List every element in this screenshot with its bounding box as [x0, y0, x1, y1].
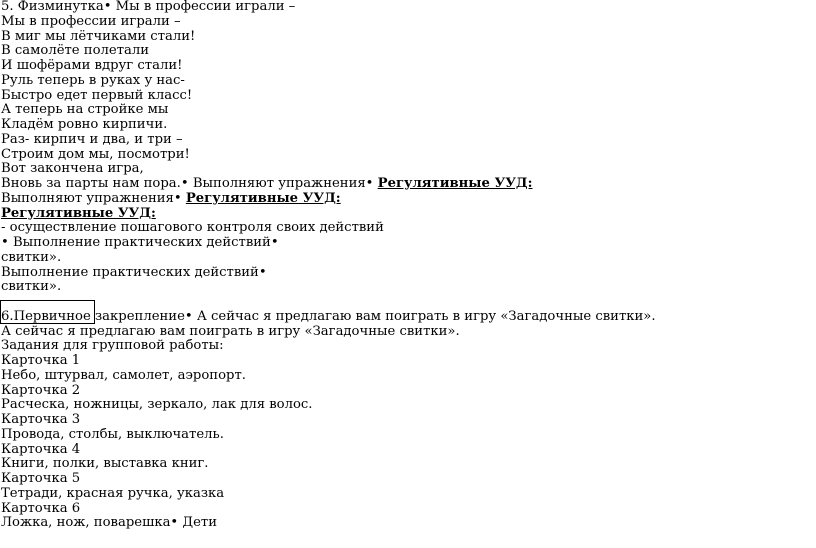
text-segment: 5. Физминутка• Мы в профессии играли – — [1, 0, 296, 14]
text-line — [1, 280, 813, 295]
text-segment: Провода, столбы, выключатель. — [1, 427, 224, 442]
empty-box — [0, 300, 95, 324]
text-line — [1, 398, 813, 413]
text-segment: Выполняют упражнения• — [1, 191, 186, 206]
text-line — [1, 310, 813, 325]
text-segment: свитки». — [1, 250, 62, 265]
text-segment: • Выполнение практических действий• — [1, 236, 279, 250]
text-line — [1, 162, 813, 177]
text-line — [1, 251, 813, 266]
text-line — [1, 0, 813, 15]
heading-text: Регулятивные УУД: — [377, 177, 533, 191]
text-segment: Карточка 3 — [1, 413, 81, 427]
text-line — [1, 472, 813, 487]
text-segment: Карточка 5 — [1, 472, 81, 486]
text-line — [1, 428, 813, 443]
text-line — [1, 103, 813, 118]
text-segment: Задания для групповой работы: — [1, 339, 224, 354]
text-line — [1, 443, 813, 458]
text-segment: свитки». — [1, 280, 62, 295]
text-line — [1, 295, 813, 310]
text-line — [1, 266, 813, 281]
text-segment: 6.Первичное закрепление• А сейчас я предлагаю вам поиграть в игру «Загадочные свитки». — [1, 309, 656, 324]
text-segment: Тетради, красная ручка, указка — [1, 486, 225, 501]
text-segment: Выполнение практических действий• — [1, 265, 267, 280]
text-segment: Карточка 6 — [1, 501, 81, 516]
text-segment: Строим дом мы, посмотри! — [1, 147, 190, 162]
text-segment: Расческа, ножницы, зеркало, лак для волос. — [1, 398, 313, 413]
text-line — [1, 148, 813, 163]
text-segment: И шофёрами вдруг стали! — [1, 59, 183, 73]
text-segment: Быстро едет первый класс! — [1, 88, 193, 103]
text-segment: Карточка 4 — [1, 442, 81, 457]
text-line — [1, 339, 813, 354]
text-segment: Небо, штурвал, самолет, аэропорт. — [1, 368, 246, 383]
text-line — [1, 59, 813, 74]
text-line — [1, 325, 813, 340]
text-line — [1, 30, 813, 45]
text-line — [1, 369, 813, 384]
text-line — [1, 502, 813, 517]
text-line — [1, 192, 813, 207]
text-line — [1, 15, 813, 30]
text-segment: Руль теперь в руках у нас- — [1, 73, 185, 88]
text-segment: Кладём ровно кирпичи. — [1, 118, 168, 132]
text-line — [1, 457, 813, 472]
text-segment: Ложка, нож, поварешка• Дети — [1, 516, 218, 531]
text-segment: В самолёте полетали — [1, 44, 150, 59]
text-line — [1, 487, 813, 502]
text-line — [1, 74, 813, 89]
text-segment: Вновь за парты нам пора.• Выполняют упражнения• — [1, 177, 378, 191]
text-segment: Карточка 2 — [1, 383, 81, 398]
text-segment: Карточка 1 — [1, 354, 81, 368]
text-line — [1, 118, 813, 133]
text-line — [1, 177, 813, 192]
document-body — [1, 0, 813, 531]
text-line — [1, 516, 813, 531]
text-segment: Мы в профессии играли – — [1, 14, 181, 29]
text-line — [1, 44, 813, 59]
heading-text: Регулятивные УУД: — [185, 191, 341, 206]
text-line — [1, 89, 813, 104]
text-line — [1, 236, 813, 251]
text-segment: А сейчас я предлагаю вам поиграть в игру «Загадочные свитки». — [1, 324, 460, 339]
text-segment: - осуществление пошагового контроля своих действий — [1, 221, 384, 236]
text-segment: Книги, полки, выставка книг. — [1, 457, 209, 472]
text-segment: В миг мы лётчиками стали! — [1, 29, 196, 44]
text-line — [1, 413, 813, 428]
text-line — [1, 133, 813, 148]
text-segment: Вот закончена игра, — [1, 162, 144, 177]
text-segment: А теперь на стройке мы — [1, 103, 169, 118]
text-segment: Раз- кирпич и два, и три – — [1, 132, 183, 147]
text-line — [1, 354, 813, 369]
text-line — [1, 384, 813, 399]
text-line — [1, 207, 813, 222]
heading-text: Регулятивные УУД: — [1, 206, 156, 221]
text-line — [1, 221, 813, 236]
